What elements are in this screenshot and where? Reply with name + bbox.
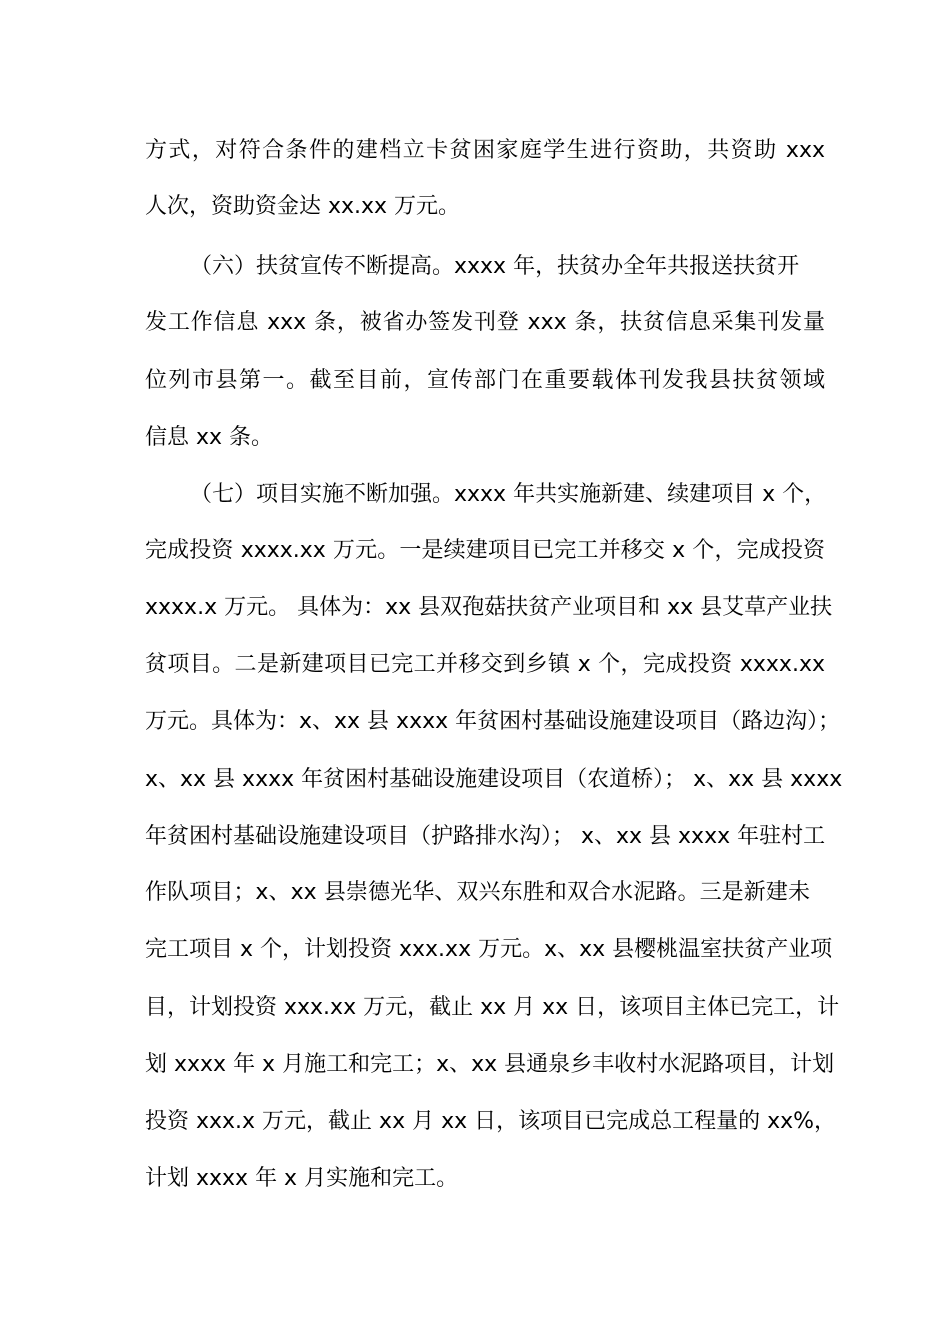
paragraph-7-line-5: 万元。具体为：x、xx 县 xxxx 年贫困村基础设施建设项目（路边沟）； xyxy=(145,709,841,734)
paragraph-7-line-2: 完成投资 xxxx.xx 万元。一是续建项目已完工并移交 x 个，完成投资 xyxy=(145,538,825,563)
paragraph-5-line-1: 方式，对符合条件的建档立卡贫困家庭学生进行资助，共资助 xxx xyxy=(145,138,825,163)
paragraph-7-line-10: 目，计划投资 xxx.xx 万元，截止 xx 月 xx 日，该项目主体已完工，计 xyxy=(145,995,840,1020)
paragraph-6-line-3: 位列市县第一。截至目前，宣传部门在重要载体刊发我县扶贫领域 xyxy=(145,368,825,393)
paragraph-7-line-12: 投资 xxx.x 万元，截止 xx 月 xx 日，该项目已完成总工程量的 xx%， xyxy=(145,1109,837,1134)
paragraph-6-line-4: 信息 xx 条。 xyxy=(145,425,274,450)
paragraph-7-line-1: （七）项目实施不断加强。xxxx 年共实施新建、续建项目 x 个， xyxy=(190,482,827,507)
paragraph-7-line-4: 贫项目。二是新建项目已完工并移交到乡镇 x 个，完成投资 xxxx.xx xyxy=(145,652,825,677)
paragraph-7-line-9: 完工项目 x 个，计划投资 xxx.xx 万元。x、xx 县樱桃温室扶贫产业项 xyxy=(145,937,833,962)
paragraph-7-line-13: 计划 xxxx 年 x 月实施和完工。 xyxy=(145,1166,459,1191)
paragraph-5-line-2: 人次，资助资金达 xx.xx 万元。 xyxy=(145,194,461,219)
paragraph-6-line-1: （六）扶贫宣传不断提高。xxxx 年，扶贫办全年共报送扶贫开 xyxy=(190,254,800,279)
paragraph-7-line-3: xxxx.x 万元。 具体为：xx 县双孢菇扶贫产业项目和 xx 县艾草产业扶 xyxy=(145,595,833,620)
paragraph-7-line-7: 年贫困村基础设施建设项目（护路排水沟）； x、xx 县 xxxx 年驻村工 xyxy=(145,824,826,849)
paragraph-7-line-8: 作队项目；x、xx 县崇德光华、双兴东胜和双合水泥路。三是新建未 xyxy=(145,880,810,905)
paragraph-7-line-11: 划 xxxx 年 x 月施工和完工；x、xx 县通泉乡丰收村水泥路项目，计划 xyxy=(145,1052,835,1077)
paragraph-7-line-6: x、xx 县 xxxx 年贫困村基础设施建设项目（农道桥）； x、xx 县 xxxx xyxy=(145,767,843,792)
paragraph-6-line-2: 发工作信息 xxx 条，被省办签发刊登 xxx 条，扶贫信息采集刊发量 xyxy=(145,310,825,335)
